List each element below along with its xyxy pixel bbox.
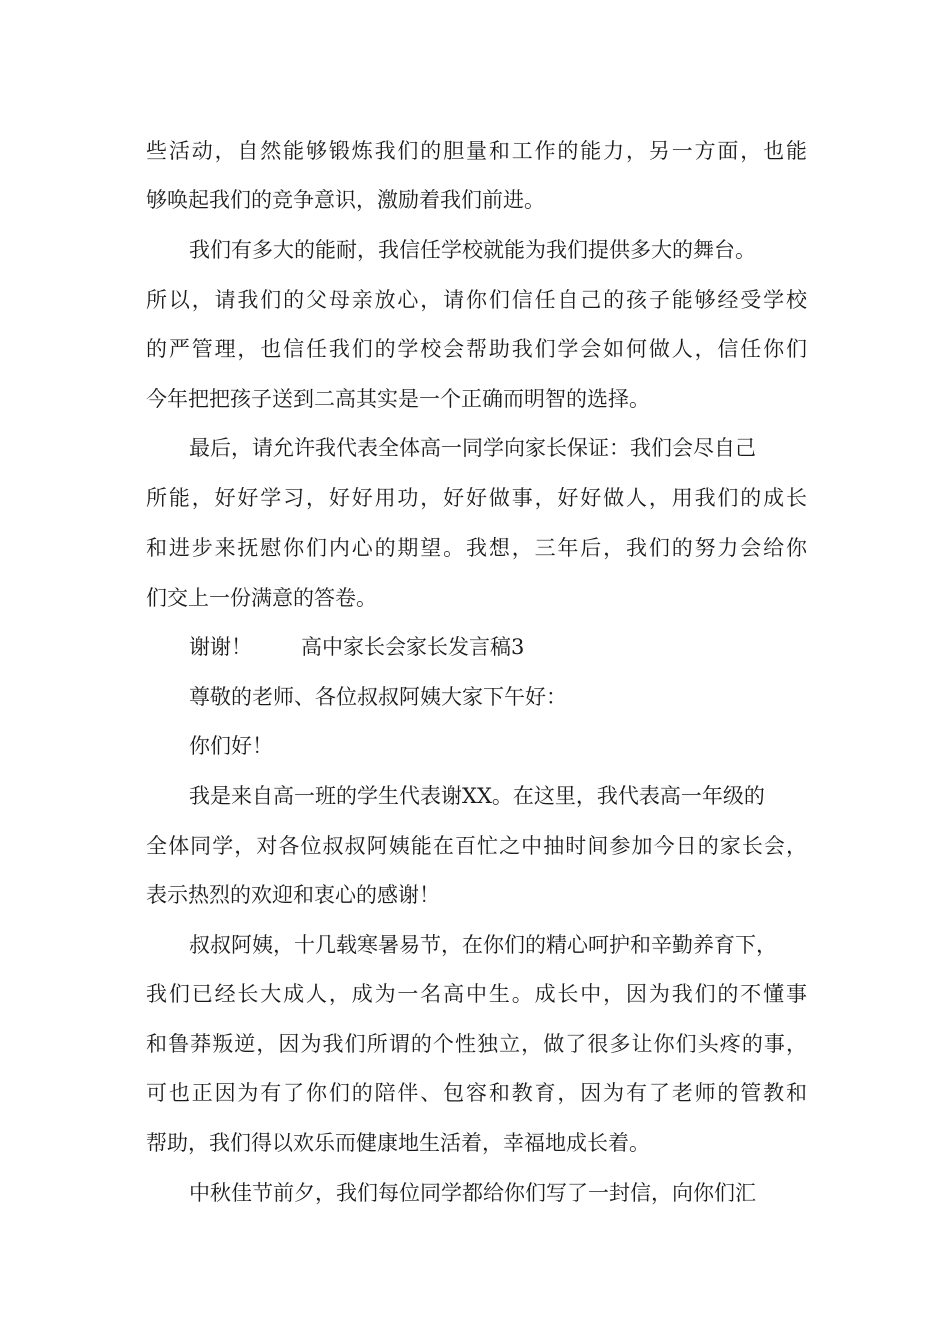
text-line: 们交上一份满意的答卷。 <box>146 586 377 610</box>
text-line: 可也正因为有了你们的陪伴、包容和教育，因为有了老师的管教和 <box>146 1081 807 1105</box>
text-line: 谢谢！ <box>189 635 252 659</box>
text-line: 中秋佳节前夕，我们每位同学都给你们写了一封信，向你们汇 <box>189 1181 756 1205</box>
text-line: 叔叔阿姨，十几载寒暑易节，在你们的精心呵护和辛勤养育下， <box>189 933 777 957</box>
text-line: 表示热烈的欢迎和衷心的感谢！ <box>146 883 440 907</box>
text-line: 你们好！ <box>189 734 273 758</box>
text-line: 够唤起我们的竞争意识，激励着我们前进。 <box>146 188 545 212</box>
text-line: 和进步来抚慰你们内心的期望。我想，三年后，我们的努力会给你 <box>146 536 807 560</box>
text-line: 和鲁莽叛逆，因为我们所谓的个性独立，做了很多让你们头疼的事， <box>146 1032 807 1056</box>
section-heading: 高中家长会家长发言稿3 <box>301 635 525 659</box>
text-line: 我们有多大的能耐，我信任学校就能为我们提供多大的舞台。 <box>189 238 756 262</box>
text-line: 我们已经长大成人，成为一名高中生。成长中，因为我们的不懂事 <box>146 982 807 1006</box>
text-line: 今年把把孩子送到二高其实是一个正确而明智的选择。 <box>146 387 650 411</box>
text-line: 所以，请我们的父母亲放心，请你们信任自己的孩子能够经受学校 <box>146 288 807 312</box>
text-line: 些活动，自然能够锻炼我们的胆量和工作的能力，另一方面，也能 <box>146 139 807 163</box>
text-line: 帮助，我们得以欢乐而健康地生活着，幸福地成长着。 <box>146 1131 650 1155</box>
text-line: 我是来自高一班的学生代表谢XX。在这里，我代表高一年级的 <box>189 784 765 808</box>
text-line: 全体同学，对各位叔叔阿姨能在百忙之中抽时间参加今日的家长会， <box>146 834 807 858</box>
text-line: 的严管理，也信任我们的学校会帮助我们学会如何做人，信任你们 <box>146 337 807 361</box>
text-line: 最后，请允许我代表全体高一同学向家长保证：我们会尽自己 <box>189 436 756 460</box>
text-line: 尊敬的老师、各位叔叔阿姨大家下午好： <box>189 685 567 709</box>
text-line: 所能，好好学习，好好用功，好好做事，好好做人，用我们的成长 <box>146 486 807 510</box>
